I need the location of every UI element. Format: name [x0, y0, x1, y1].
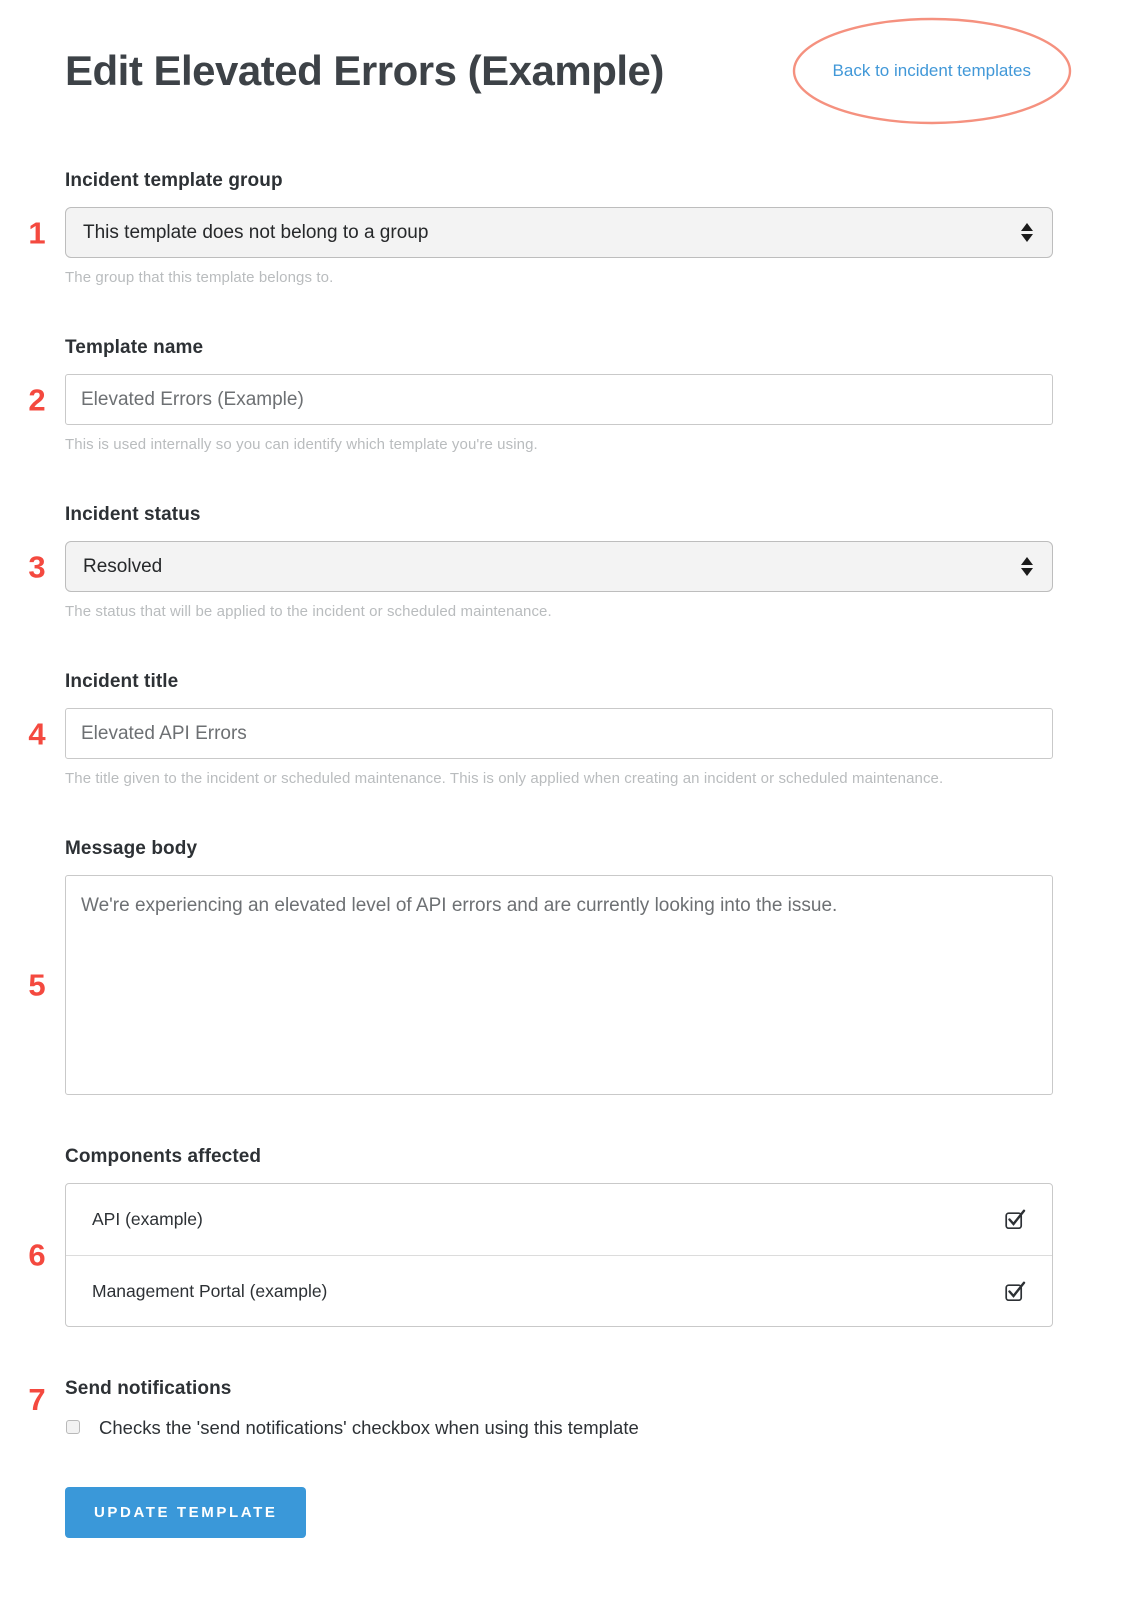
checked-checkbox-icon[interactable]	[1005, 1281, 1026, 1302]
template-name-label: Template name	[65, 337, 204, 359]
field-components-affected	[28, 1146, 1053, 1327]
incident-status-helper: The status that will be applied to the incident or scheduled maintenance.	[65, 603, 552, 621]
select-arrows-icon	[1021, 223, 1033, 242]
step-annotation-3: 3	[28, 549, 46, 585]
field-incident-template-group	[28, 170, 1053, 287]
step-annotation-5: 5	[28, 967, 46, 1003]
component-name: API (example)	[92, 1209, 203, 1230]
template-name-input[interactable]	[65, 374, 1053, 425]
field-incident-status	[28, 504, 1053, 621]
checked-checkbox-icon[interactable]	[1005, 1209, 1026, 1230]
component-name: Management Portal (example)	[92, 1280, 328, 1301]
step-annotation-2: 2	[28, 382, 46, 418]
incident-status-label: Incident status	[65, 504, 201, 526]
incident-template-group-select[interactable]	[65, 207, 1053, 258]
incident-template-group-value: This template does not belong to a group	[83, 221, 429, 243]
message-body-textarea[interactable]	[65, 875, 1053, 1095]
incident-template-group-label: Incident template group	[65, 170, 283, 192]
component-row-api[interactable]	[66, 1184, 1052, 1255]
back-to-incident-templates-link[interactable]: Back to incident templates	[832, 60, 1031, 80]
update-template-button[interactable]: UPDATE TEMPLATE	[65, 1487, 306, 1538]
message-body-label: Message body	[65, 838, 198, 860]
send-notifications-label: Send notifications	[65, 1378, 232, 1400]
incident-title-label: Incident title	[65, 671, 179, 693]
field-template-name	[28, 337, 1053, 454]
incident-template-group-helper: The group that this template belongs to.	[65, 269, 334, 287]
incident-title-input[interactable]	[65, 708, 1053, 759]
field-incident-title	[28, 671, 1053, 788]
back-link-wrap	[833, 61, 1031, 81]
component-row-management-portal[interactable]	[66, 1255, 1052, 1326]
step-annotation-7: 7	[28, 1382, 46, 1418]
page-title: Edit Elevated Errors (Example)	[65, 47, 664, 94]
incident-status-value: Resolved	[83, 555, 163, 577]
field-message-body	[28, 838, 1053, 1095]
select-arrows-icon	[1021, 557, 1033, 576]
components-affected-label: Components affected	[65, 1146, 262, 1168]
step-annotation-4: 4	[28, 716, 46, 752]
field-send-notifications	[28, 1378, 1053, 1439]
send-notifications-checkbox[interactable]	[66, 1420, 80, 1434]
step-annotation-1: 1	[28, 215, 46, 251]
incident-title-helper: The title given to the incident or scheduled maintenance. This is only applied when creating an incident or scheduled maintenance.	[65, 770, 944, 788]
page-header	[65, 48, 1053, 93]
incident-status-select[interactable]	[65, 541, 1053, 592]
send-notifications-checkbox-label[interactable]: Checks the 'send notifications' checkbox when using this template	[99, 1417, 639, 1439]
components-list	[65, 1183, 1053, 1327]
template-name-helper: This is used internally so you can identify which template you're using.	[65, 436, 538, 454]
step-annotation-6: 6	[28, 1237, 46, 1273]
